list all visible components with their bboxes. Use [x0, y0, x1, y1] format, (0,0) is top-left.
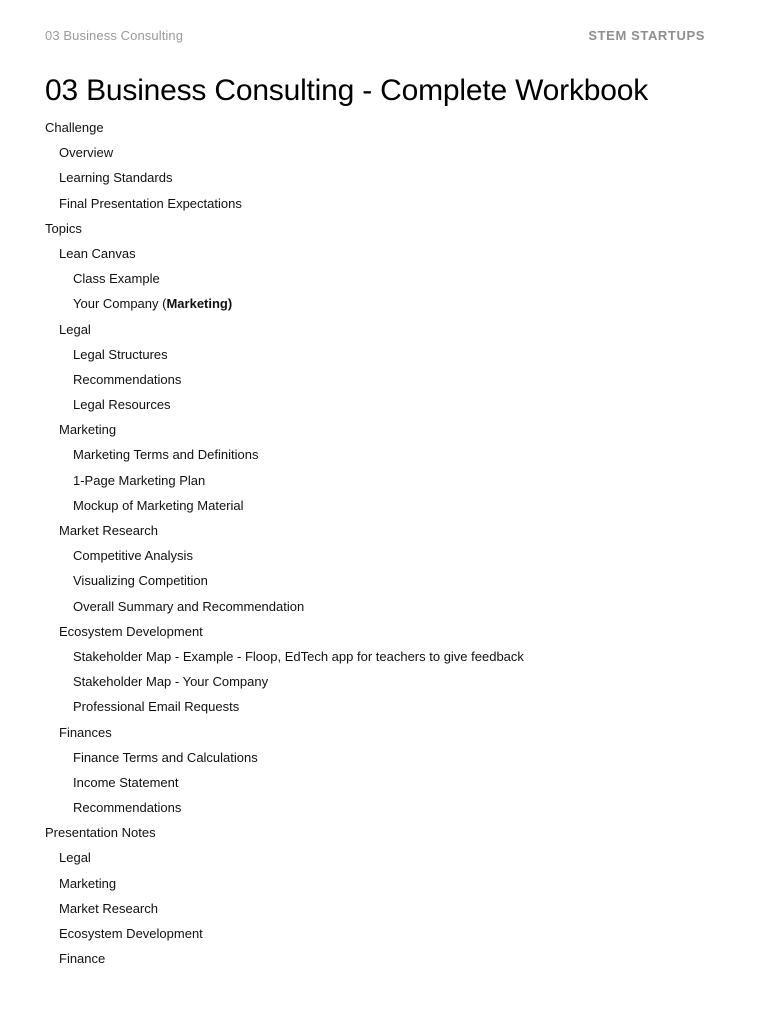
toc-item-market-research[interactable]: Market Research	[59, 523, 158, 538]
toc-item-competitive-analysis[interactable]: Competitive Analysis	[73, 548, 193, 564]
toc-item-pn-marketing[interactable]: Marketing	[59, 875, 117, 891]
toc-item-visualizing-competition[interactable]: Visualizing Competition	[73, 573, 208, 589]
document-name: 03 Business Consulting	[45, 28, 184, 43]
toc-item-marketing-plan[interactable]: 1-Page Marketing Plan	[73, 472, 206, 488]
toc-item-legal-recommendations[interactable]: Recommendations	[73, 371, 182, 387]
toc-item-presentation-notes[interactable]: Presentation Notes	[45, 825, 156, 841]
toc-item-legal-structures[interactable]: Legal Structures	[73, 346, 168, 362]
toc-item-marketing[interactable]: Marketing	[59, 422, 117, 438]
toc-item-ecosystem-development[interactable]: Ecosystem Development	[59, 623, 203, 639]
toc-item-pn-legal[interactable]: Legal	[59, 850, 91, 866]
toc-item-final-presentation[interactable]: Final Presentation Expectations	[59, 195, 242, 211]
toc-item-challenge[interactable]: Challenge	[45, 120, 104, 135]
toc-item-stakeholder-your-company[interactable]: Stakeholder Map - Your Company	[73, 674, 269, 690]
page-title: 03 Business Consulting - Complete Workbook	[45, 74, 649, 107]
toc-item-pn-ecosystem[interactable]: Ecosystem Development	[59, 926, 203, 941]
toc-item-overall-summary[interactable]: Overall Summary and Recommendation	[73, 598, 305, 614]
table-of-contents	[45, 117, 524, 973]
toc-item-class-example[interactable]: Class Example	[73, 271, 160, 287]
toc-item-professional-email[interactable]: Professional Email Requests	[73, 699, 240, 715]
toc-item-topics[interactable]: Topics	[45, 220, 82, 236]
toc-item-legal[interactable]: Legal	[59, 321, 91, 337]
brand-label: STEM STARTUPS	[588, 28, 705, 43]
toc-item-your-company-bold: Marketing)	[166, 296, 233, 312]
toc-item-your-company[interactable]	[45, 293, 524, 318]
toc-item-income-statement[interactable]: Income Statement	[73, 774, 179, 790]
toc-item-your-company-label: Your Company (	[73, 296, 167, 312]
toc-item-finance-recommendations[interactable]: Recommendations	[73, 800, 182, 816]
toc-item-lean-canvas[interactable]: Lean Canvas	[59, 245, 136, 261]
toc-item-marketing-mockup[interactable]: Mockup of Marketing Material	[73, 497, 244, 513]
page-header	[45, 28, 705, 46]
toc-item-pn-market-research[interactable]: Market Research	[59, 900, 158, 916]
toc-item-learning-standards[interactable]: Learning Standards	[59, 170, 173, 186]
toc-item-marketing-terms[interactable]: Marketing Terms and Definitions	[73, 447, 259, 463]
toc-item-pn-finance[interactable]: Finance	[59, 951, 106, 967]
toc-item-stakeholder-example[interactable]: Stakeholder Map - Example - Floop, EdTech app for teachers to give feedback	[73, 648, 524, 664]
toc-item-finance-terms[interactable]: Finance Terms and Calculations	[73, 749, 258, 765]
toc-item-legal-resources[interactable]: Legal Resources	[73, 397, 171, 413]
toc-item-finances[interactable]: Finances	[59, 724, 112, 740]
toc-item-overview[interactable]: Overview	[59, 145, 114, 161]
